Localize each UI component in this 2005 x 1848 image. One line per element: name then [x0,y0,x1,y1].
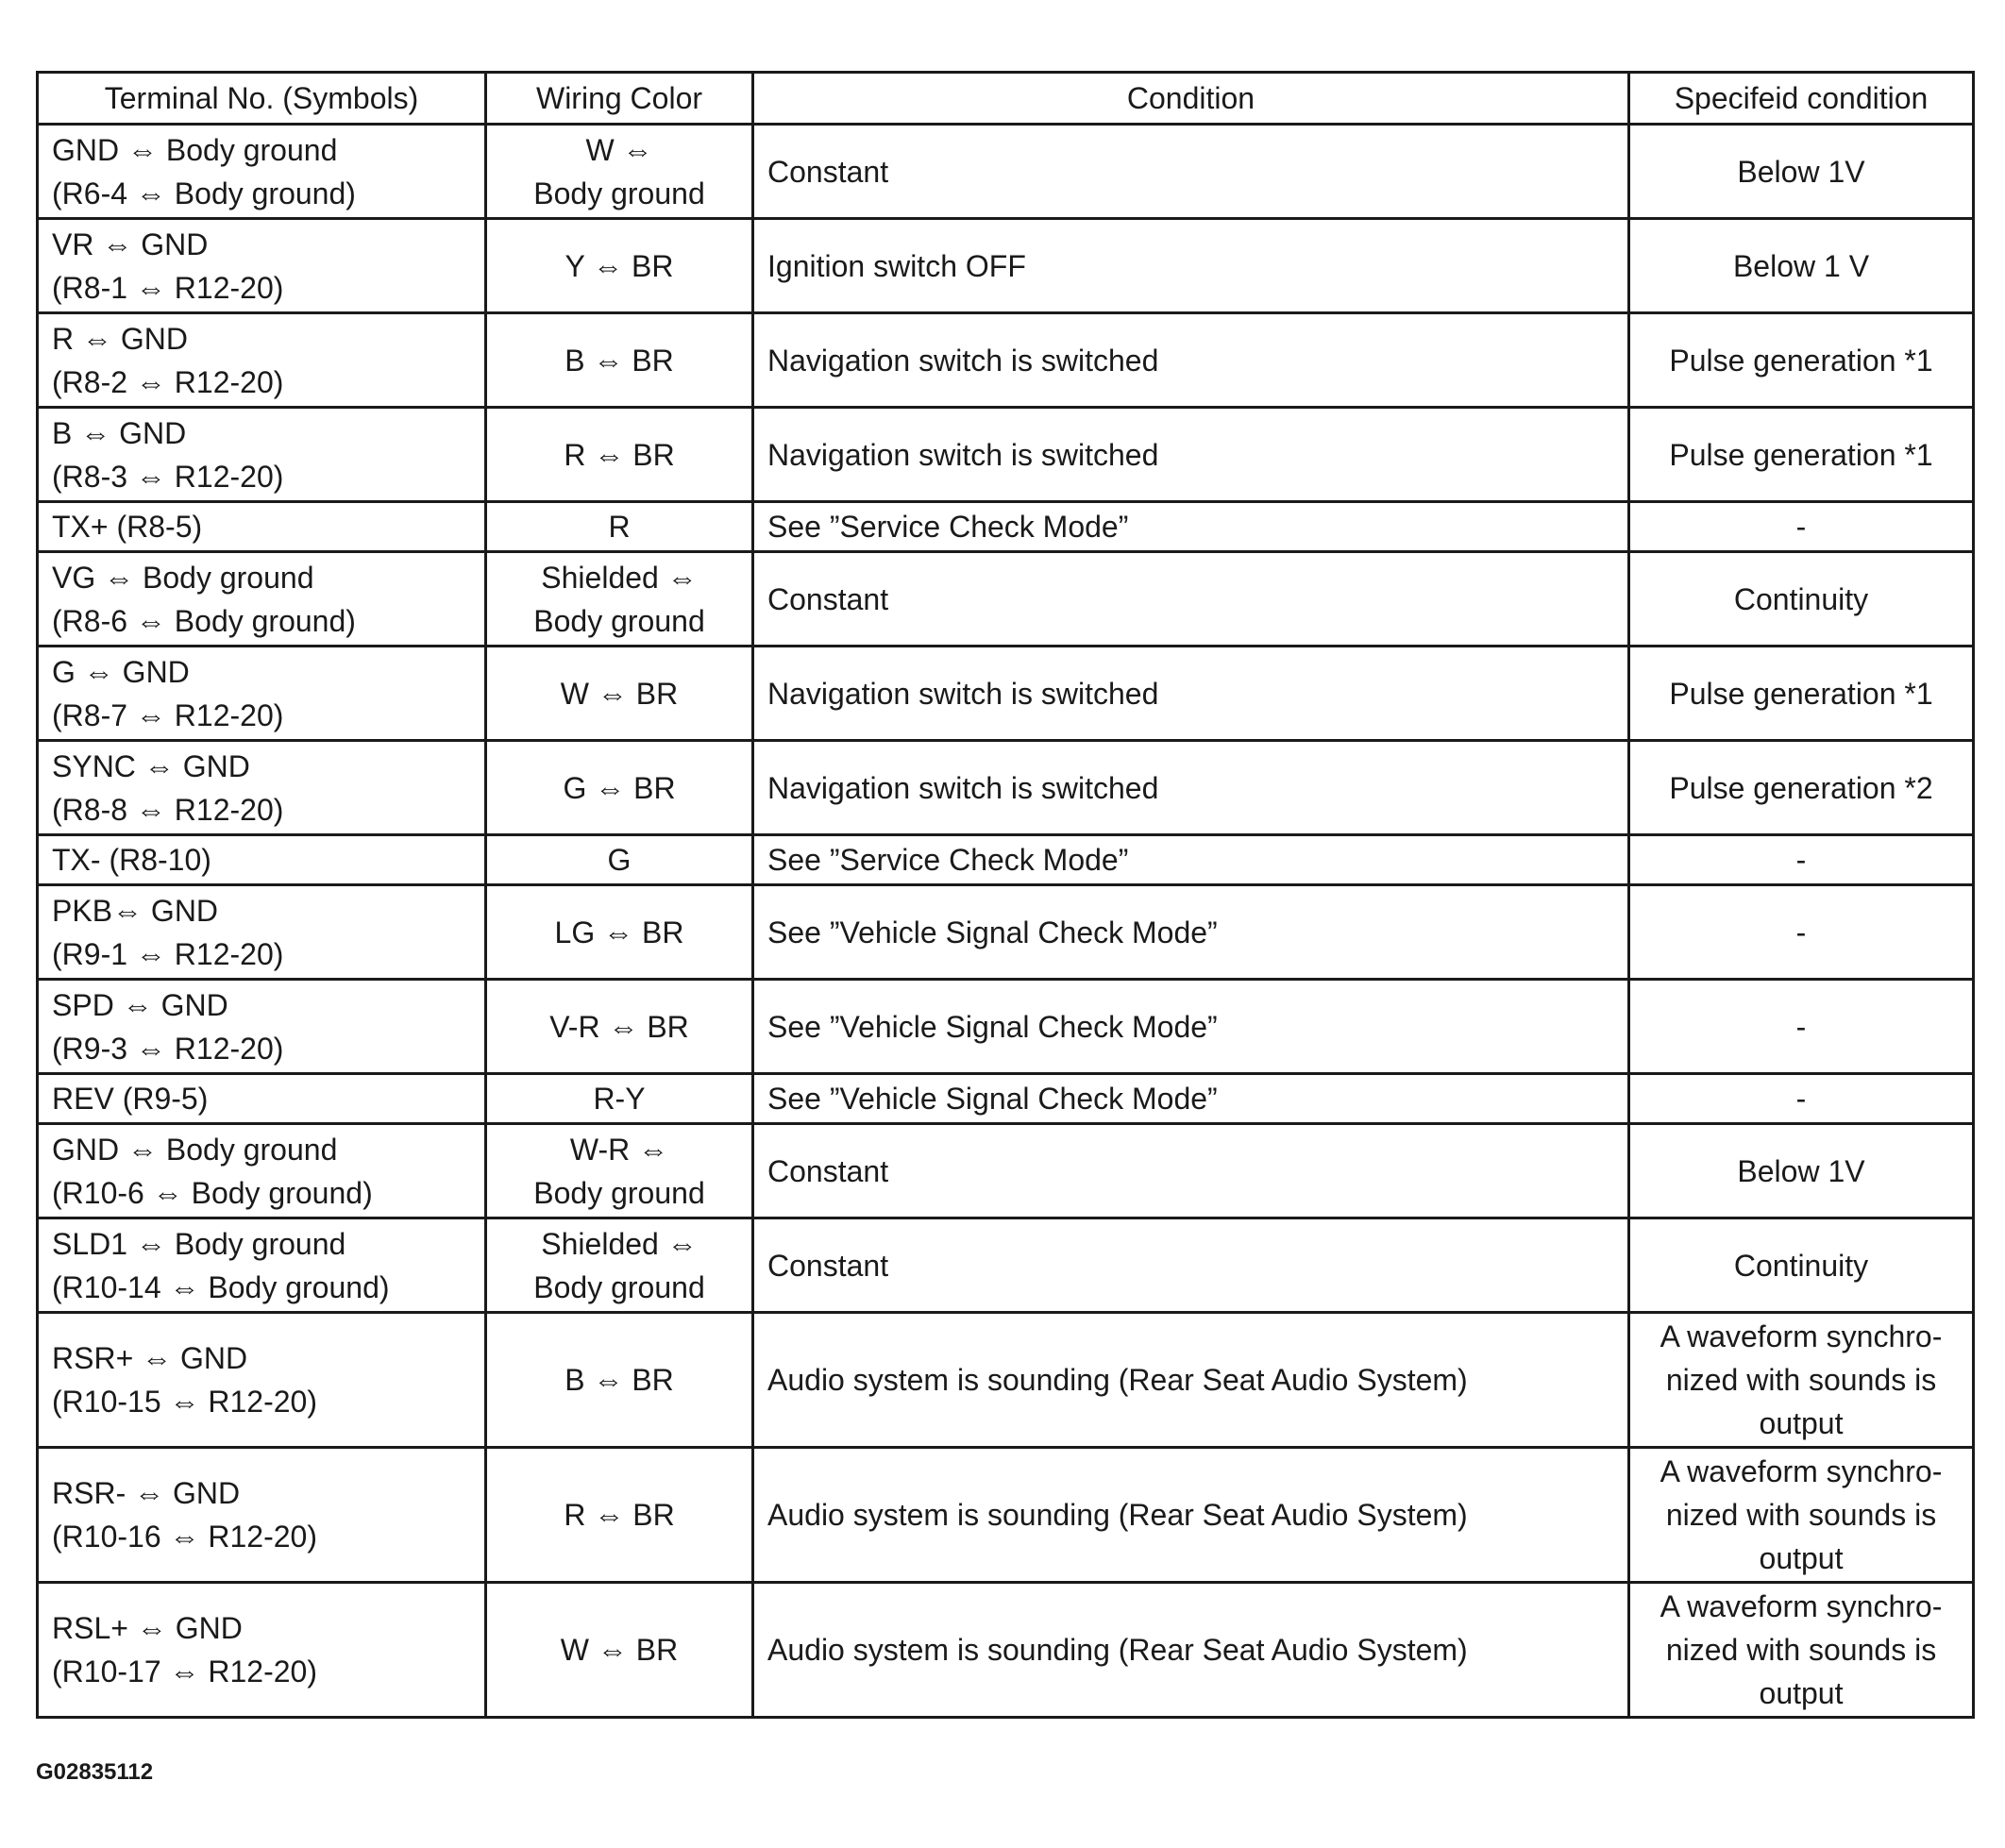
condition-cell: Audio system is sounding (Rear Seat Audio System) [753,1313,1629,1448]
table-row [38,552,1974,647]
terminal-cell-line: RSR+ ⇔ GND [52,1341,248,1375]
specified-condition-cell-line: - [1795,915,1807,949]
specified-condition-cell-line: Continuity [1733,581,1869,616]
condition-cell: Audio system is sounding (Rear Seat Audio System) [753,1583,1629,1718]
wiring-color-cell [486,741,753,835]
terminal-cell [38,219,486,313]
wiring-color-cell [486,647,753,741]
header-specified-condition: Specifeid condition [1629,73,1974,125]
terminal-cell [38,647,486,741]
specified-condition-cell-line: - [1795,510,1807,544]
table-row [38,1218,1974,1313]
wiring-color-cell-line: W ⇔ BR [560,1633,679,1667]
terminal-cell-line: (R8-6 ⇔ Body ground) [52,603,356,638]
specified-condition-cell-line: Pulse generation *1 [1669,343,1933,378]
wiring-color-cell-line: R-Y [593,1082,646,1116]
wiring-color-cell-line: Shielded ⇔ [541,560,698,595]
condition-cell: Audio system is sounding (Rear Seat Audio System) [753,1448,1629,1583]
condition-cell: Constant [753,1124,1629,1218]
header-row [38,73,1974,125]
terminal-cell-line: GND ⇔ Body ground [52,132,338,167]
wiring-color-cell-line: G ⇔ BR [563,770,676,805]
header-terminal: Terminal No. (Symbols) [38,73,486,125]
condition-cell: Navigation switch is switched [753,313,1629,408]
specified-condition-cell-line: Below 1 V [1732,248,1870,283]
terminal-cell-line: TX+ (R8-5) [52,510,203,544]
wiring-color-cell [486,1124,753,1218]
specified-condition-cell [1629,219,1974,313]
wiring-color-cell [486,313,753,408]
specified-condition-cell-line: Pulse generation *1 [1669,676,1933,711]
terminal-cell [38,408,486,502]
wiring-color-cell [486,1218,753,1313]
condition-cell: Navigation switch is switched [753,408,1629,502]
condition-cell: See ”Vehicle Signal Check Mode” [753,885,1629,980]
table-row [38,741,1974,835]
specified-condition-cell [1629,885,1974,980]
specified-condition-cell-line: output [1759,1676,1844,1710]
terminal-cell-line: RSR- ⇔ GND [52,1476,241,1510]
terminal-cell-line: (R6-4 ⇔ Body ground) [52,176,356,210]
terminal-cell [38,1313,486,1448]
specified-condition-cell-line: nized with sounds is [1665,1498,1937,1532]
table-body [38,125,1974,1718]
terminal-cell-line: R ⇔ GND [52,321,188,356]
specified-condition-cell-line: Below 1V [1737,154,1865,189]
specified-condition-cell-line: nized with sounds is [1665,1633,1937,1667]
condition-cell: See ”Service Check Mode” [753,835,1629,885]
wiring-color-cell-line: R [608,510,631,544]
terminal-cell-line: (R8-2 ⇔ R12-20) [52,364,284,399]
terminal-cell-line: VR ⇔ GND [52,227,209,261]
terminal-cell-line: (R10-6 ⇔ Body ground) [52,1175,373,1210]
table-row [38,835,1974,885]
terminal-cell [38,1074,486,1124]
specified-condition-cell-line: - [1795,1082,1807,1116]
condition-cell: Navigation switch is switched [753,647,1629,741]
wiring-color-cell-line: Shielded ⇔ [541,1226,698,1261]
table-row [38,647,1974,741]
terminal-cell [38,502,486,552]
specified-condition-cell-line: Continuity [1733,1248,1869,1283]
specified-condition-cell [1629,835,1974,885]
condition-cell: Constant [753,552,1629,647]
terminal-cell-line: (R9-3 ⇔ R12-20) [52,1031,284,1066]
table-row [38,885,1974,980]
specified-condition-cell-line: Pulse generation *1 [1669,437,1933,472]
terminal-cell-line: (R8-1 ⇔ R12-20) [52,270,284,305]
wiring-color-cell [486,502,753,552]
wiring-color-cell-line: Body ground [533,603,705,638]
terminal-cell [38,885,486,980]
specified-condition-cell [1629,313,1974,408]
terminal-cell-line: (R8-8 ⇔ R12-20) [52,792,284,827]
specified-condition-cell-line: nized with sounds is [1665,1363,1937,1397]
condition-cell: See ”Vehicle Signal Check Mode” [753,980,1629,1074]
wiring-color-cell-line: B ⇔ BR [564,1363,674,1397]
terminal-cell [38,313,486,408]
specified-condition-cell-line: A waveform synchro- [1660,1319,1943,1353]
specified-condition-cell [1629,1313,1974,1448]
terminal-cell-line: (R8-3 ⇔ R12-20) [52,459,284,494]
specified-condition-cell [1629,1448,1974,1583]
terminal-cell [38,1448,486,1583]
wiring-color-cell-line: Body ground [533,176,705,210]
terminal-cell-line: TX- (R8-10) [52,843,211,877]
terminal-cell [38,552,486,647]
table-row [38,1074,1974,1124]
specified-condition-cell-line: - [1795,1009,1807,1044]
terminal-cell-line: (R8-7 ⇔ R12-20) [52,697,284,732]
condition-cell: Ignition switch OFF [753,219,1629,313]
wiring-color-cell-line: Y ⇔ BR [564,248,674,283]
specified-condition-cell [1629,741,1974,835]
table-row [38,219,1974,313]
condition-cell: See ”Vehicle Signal Check Mode” [753,1074,1629,1124]
wiring-color-cell-line: W ⇔ BR [560,676,679,711]
terminal-cell-line: SLD1 ⇔ Body ground [52,1226,346,1261]
header-wiring-color: Wiring Color [486,73,753,125]
wiring-color-cell-line: Body ground [533,1269,705,1304]
specified-condition-cell-line: A waveform synchro- [1660,1589,1943,1623]
terminal-cell-line: (R10-16 ⇔ R12-20) [52,1520,317,1554]
condition-cell: See ”Service Check Mode” [753,502,1629,552]
terminal-cell-line: SPD ⇔ GND [52,987,228,1022]
specified-condition-cell-line: Pulse generation *2 [1669,770,1933,805]
specified-condition-cell [1629,980,1974,1074]
specified-condition-cell-line: Below 1V [1737,1153,1865,1188]
specified-condition-cell-line: - [1795,843,1807,877]
terminal-cell-line: REV (R9-5) [52,1082,209,1116]
terminal-cell-line: SYNC ⇔ GND [52,748,250,783]
wiring-color-cell [486,219,753,313]
table-row [38,1313,1974,1448]
wiring-color-cell [486,980,753,1074]
wiring-color-cell [486,552,753,647]
wiring-color-cell-line: G [607,843,632,877]
specified-condition-cell-line: A waveform synchro- [1660,1454,1943,1488]
specified-condition-cell [1629,502,1974,552]
wiring-color-cell-line: R ⇔ BR [564,1498,675,1532]
specified-condition-cell [1629,1124,1974,1218]
wiring-color-cell-line: W ⇔ [585,132,653,167]
terminal-cell [38,835,486,885]
wiring-color-cell-line: W-R ⇔ [569,1132,669,1167]
condition-cell: Navigation switch is switched [753,741,1629,835]
wiring-color-cell [486,885,753,980]
terminal-cell [38,1583,486,1718]
header-condition: Condition [753,73,1629,125]
terminal-spec-table [36,71,1975,1719]
wiring-color-cell-line: V-R ⇔ BR [549,1009,689,1044]
wiring-color-cell [486,1313,753,1448]
terminal-cell [38,125,486,219]
specified-condition-cell [1629,1218,1974,1313]
table-row [38,313,1974,408]
figure-id: G02835112 [36,1759,154,1785]
specified-condition-cell [1629,125,1974,219]
terminal-cell [38,1124,486,1218]
table-row [38,1583,1974,1718]
terminal-cell-line: G ⇔ GND [52,654,190,689]
wiring-color-cell [486,1448,753,1583]
terminal-cell-line: VG ⇔ Body ground [52,560,314,595]
terminal-cell [38,1218,486,1313]
terminal-cell-line: (R10-15 ⇔ R12-20) [52,1385,317,1419]
terminal-cell-line: RSL+ ⇔ GND [52,1611,243,1645]
table-row [38,125,1974,219]
wiring-color-cell-line: LG ⇔ BR [554,915,684,949]
specified-condition-cell-line: output [1759,1541,1844,1575]
specified-condition-cell-line: output [1759,1406,1844,1440]
table-row [38,1448,1974,1583]
wiring-color-cell-line: R ⇔ BR [564,437,675,472]
condition-cell: Constant [753,1218,1629,1313]
terminal-cell-line: B ⇔ GND [52,415,187,450]
specified-condition-cell [1629,1583,1974,1718]
table-row [38,980,1974,1074]
condition-cell: Constant [753,125,1629,219]
table-row [38,1124,1974,1218]
specified-condition-cell [1629,647,1974,741]
terminal-cell [38,980,486,1074]
terminal-cell-line: PKB⇔ GND [52,893,219,928]
wiring-color-cell [486,1074,753,1124]
wiring-color-cell [486,835,753,885]
wiring-color-cell [486,1583,753,1718]
specified-condition-cell [1629,1074,1974,1124]
specified-condition-cell [1629,408,1974,502]
wiring-color-cell-line: Body ground [533,1175,705,1210]
terminal-cell-line: (R10-17 ⇔ R12-20) [52,1655,317,1688]
terminal-cell-line: GND ⇔ Body ground [52,1132,338,1167]
terminal-cell-line: (R9-1 ⇔ R12-20) [52,936,284,971]
terminal-cell [38,741,486,835]
table-row [38,408,1974,502]
wiring-color-cell-line: B ⇔ BR [564,343,674,378]
wiring-color-cell [486,408,753,502]
specified-condition-cell [1629,552,1974,647]
wiring-color-cell [486,125,753,219]
table-row [38,502,1974,552]
terminal-cell-line: (R10-14 ⇔ Body ground) [52,1269,390,1304]
